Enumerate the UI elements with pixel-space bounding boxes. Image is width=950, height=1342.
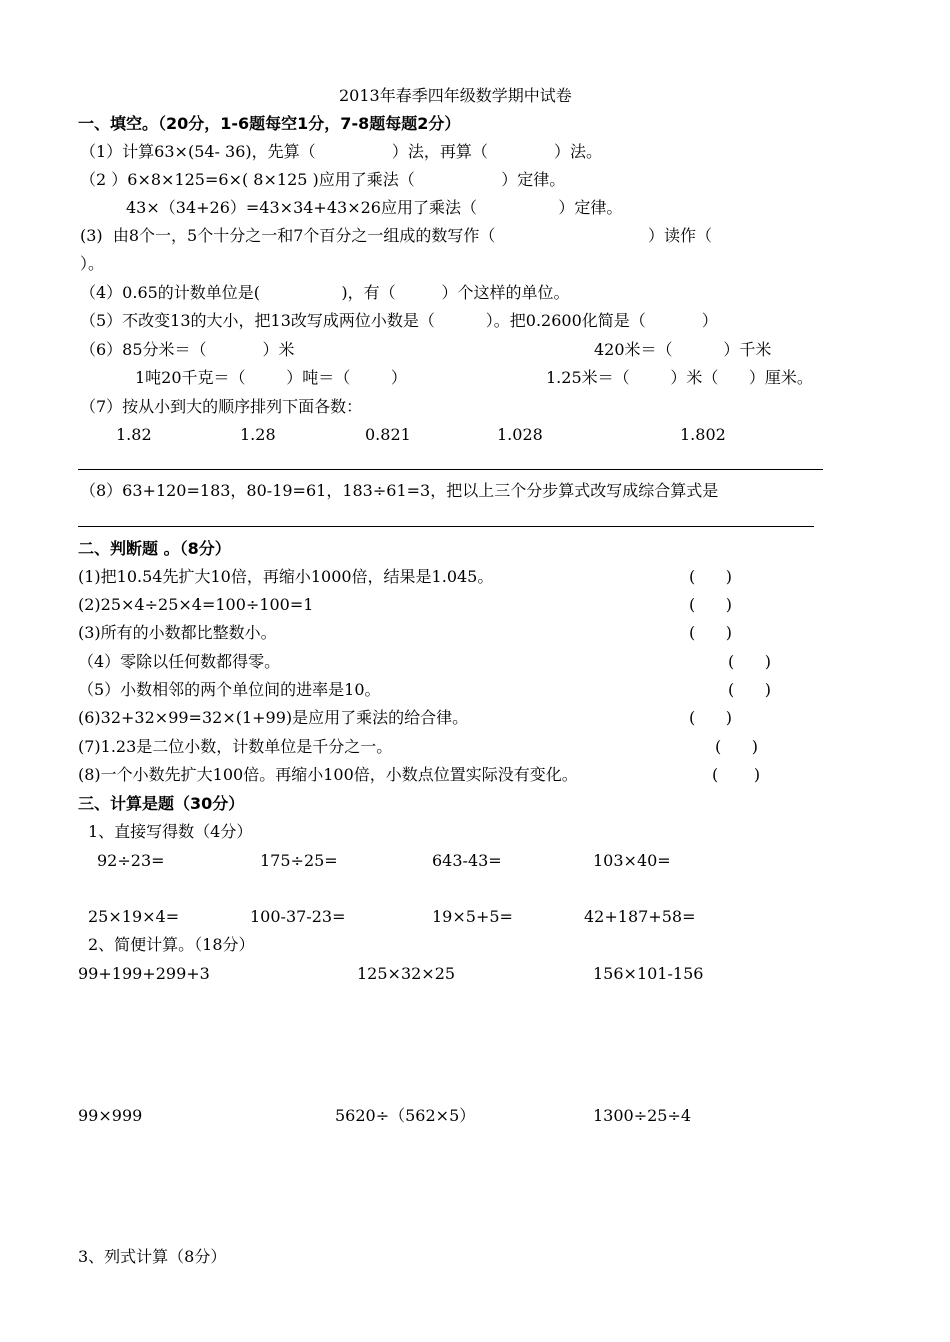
judge-answer-paren: ( ) [728, 680, 771, 699]
q7-number: 1.28 [240, 425, 276, 444]
direct-problem: 42+187+58= [584, 907, 696, 926]
judge-item: (3)所有的小数都比整数小。 [78, 623, 277, 642]
question-3a: (3) 由8个一，5个十分之一和7个百分之一组成的数写作（ ）读作（ [80, 226, 712, 245]
judge-item: (2)25×4÷25×4=100÷100=1 [78, 595, 314, 614]
section1-heading: 一、填空。（20分，1-6题每空1分，7-8题每题2分） [78, 114, 461, 133]
simple-problem: 5620÷（562×5） [335, 1106, 476, 1125]
direct-problem: 19×5+5= [432, 907, 513, 926]
page-title: 2013年春季四年级数学期中试卷 [339, 86, 572, 105]
q7-number: 1.82 [116, 425, 152, 444]
judge-item: （5）小数相邻的两个单位间的进率是10。 [78, 680, 381, 699]
subsection-simple: 2、简便计算。（18分） [88, 935, 255, 954]
answer-line [78, 469, 823, 470]
simple-problem: 125×32×25 [357, 964, 456, 983]
subsection-formula: 3、列式计算（8分） [78, 1247, 227, 1266]
question-2b: 43×（34+26）=43×34+43×26应用了乘法（ ）定律。 [126, 198, 623, 217]
judge-answer-paren: ( ) [689, 567, 732, 586]
q7-number: 1.802 [680, 425, 726, 444]
question-8: （8）63+120=183，80-19=61，183÷61=3，把以上三个分步算式改写成综合算式是 [80, 481, 719, 500]
direct-problem: 175÷25= [260, 851, 338, 870]
question-4: （4）0.65的计数单位是( )，有（ ）个这样的单位。 [80, 283, 570, 302]
question-3b: ）。 [80, 254, 105, 273]
subsection-direct: 1、直接写得数（4分） [88, 822, 253, 841]
judge-item: (1)把10.54先扩大10倍，再缩小1000倍，结果是1.045。 [78, 567, 494, 586]
question-1: （1）计算63×(54- 36)，先算（ ）法，再算（ ）法。 [80, 142, 603, 161]
question-6b-left: 1吨20千克＝（ ）吨＝（ ） [135, 368, 407, 387]
judge-item: (7)1.23是二位小数，计数单位是千分之一。 [78, 737, 393, 756]
judge-answer-paren: ( ) [689, 595, 732, 614]
direct-problem: 103×40= [593, 851, 671, 870]
question-6b-right: 1.25米＝（ ）米（ ）厘米。 [546, 368, 813, 387]
direct-problem: 92÷23= [97, 851, 165, 870]
judge-answer-paren: ( ) [712, 765, 761, 784]
q7-number: 0.821 [365, 425, 411, 444]
judge-item: (6)32+32×99=32×(1+99)是应用了乘法的给合律。 [78, 708, 469, 727]
question-5: （5）不改变13的大小，把13改写成两位小数是（ ）。把0.2600化简是（ ） [80, 311, 718, 330]
judge-item: (8)一个小数先扩大100倍。再缩小100倍，小数点位置实际没有变化。 [78, 765, 578, 784]
simple-problem: 99×999 [78, 1106, 143, 1125]
question-6a-right: 420米＝（ ）千米 [594, 340, 772, 359]
judge-item: （4）零除以任何数都得零。 [78, 652, 281, 671]
question-2a: （2 ）6×8×125=6×( 8×125 )应用了乘法（ ）定律。 [80, 170, 566, 189]
simple-problem: 99+199+299+3 [78, 964, 210, 983]
direct-problem: 643-43= [432, 851, 502, 870]
section3-heading: 三、计算是题（30分） [78, 794, 245, 813]
judge-answer-paren: ( ) [715, 737, 758, 756]
question-7: （7）按从小到大的顺序排列下面各数： [80, 397, 363, 416]
question-6a-left: （6）85分米＝（ ）米 [80, 340, 295, 359]
simple-problem: 1300÷25÷4 [593, 1106, 692, 1125]
direct-problem: 25×19×4= [88, 907, 180, 926]
direct-problem: 100-37-23= [250, 907, 346, 926]
judge-answer-paren: ( ) [689, 708, 732, 727]
simple-problem: 156×101-156 [593, 964, 704, 983]
answer-line [78, 526, 814, 527]
q7-number: 1.028 [497, 425, 543, 444]
judge-answer-paren: ( ) [689, 623, 732, 642]
section2-heading: 二、判断题 。（8分） [78, 539, 231, 558]
judge-answer-paren: ( ) [728, 652, 771, 671]
